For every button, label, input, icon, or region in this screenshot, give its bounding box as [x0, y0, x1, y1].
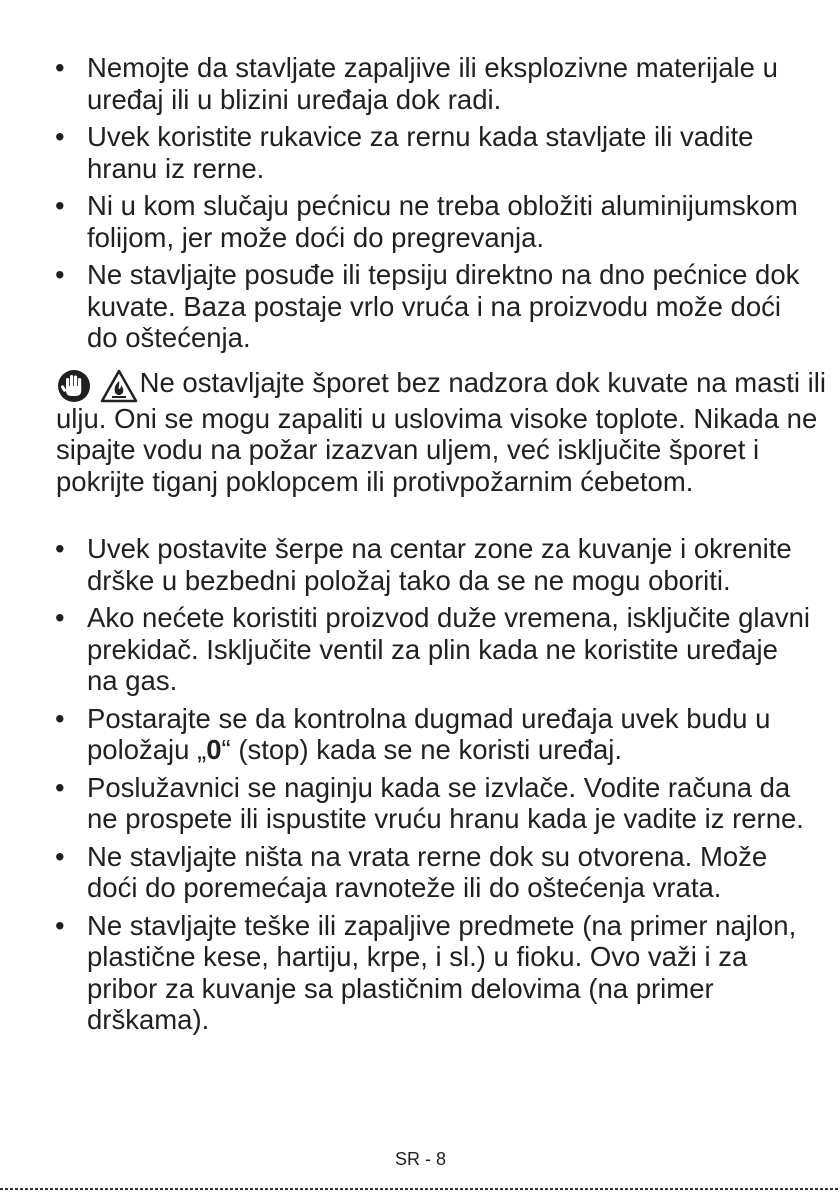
- list-item: • Nemojte da stavljate zapaljive ili eksplozivne materijale u uređaj ili u blizini uređaja dok radi.: [0, 52, 840, 115]
- list-item: • Uvek postavite šerpe na centar zone za kuvanje i okrenite drške u bezbedni položaj tako da se ne mogu oboriti.: [0, 533, 840, 596]
- page-footer: [0, 1148, 840, 1170]
- list-item: • Poslužavnici se naginju kada se izvlače. Vodite računa da ne prospete ili ispustite vruću hranu kada je vadite iz rerne.: [0, 772, 840, 835]
- safety-list-bottom: [0, 533, 840, 1042]
- list-item-text-after: “ (stop) kada se ne koristi uređaj.: [221, 734, 623, 765]
- warning-text: Ne ostavljajte šporet bez nadzora dok kuvate na masti ili ulju. Oni se mogu zapaliti u uslovima visoke toplote. Nikada ne sipajte vodu na požar izazvan uljem, već isključite šporet i pokrijte tiganj poklopcem ili protivpožarnim ćebetom.: [56, 367, 826, 497]
- list-item: • Ako nećete koristiti proizvod duže vremena, isključite glavni prekidač. Isključite ventil za plin kada ne koristite uređaje na gas.: [0, 602, 840, 697]
- page-number: SR - 8: [394, 1149, 446, 1169]
- list-item: • Ni u kom slučaju pećnicu ne treba obložiti aluminijumskom folijom, jer može doći do pregrevanja.: [0, 190, 840, 253]
- list-item: • Ne stavljajte ništa na vrata rerne dok su otvorena. Može doći do poremećaja ravnoteže ili do oštećenja vrata.: [0, 841, 840, 904]
- stop-hand-icon: [56, 369, 92, 403]
- list-item: • Ne stavljajte posuđe ili tepsiju direktno na dno pećnice dok kuvate. Baza postaje vrlo vruća i na proizvodu može doći do oštećenja.: [0, 259, 840, 354]
- list-item-text-before: Postarajte se da kontrolna dugmad uređaja uvek budu u položaju „: [87, 702, 771, 765]
- bottom-divider: [0, 1188, 840, 1190]
- warning-icons: [56, 369, 138, 403]
- list-item: [0, 703, 840, 766]
- safety-list-top: [0, 52, 840, 360]
- list-item: • Ne stavljajte teške ili zapaljive predmete (na primer najlon, plastične kese, hartiju, krpe, i sl.) u fioku. Ovo važi i za pribor za kuvanje sa plastičnim delovima (na primer drškama).: [0, 910, 840, 1036]
- stop-position-value: 0: [206, 734, 222, 765]
- fire-warning-icon: [100, 369, 138, 403]
- list-item: • Uvek koristite rukavice za rernu kada stavljate ili vadite hranu iz rerne.: [0, 121, 840, 184]
- fire-warning-paragraph: [56, 367, 831, 497]
